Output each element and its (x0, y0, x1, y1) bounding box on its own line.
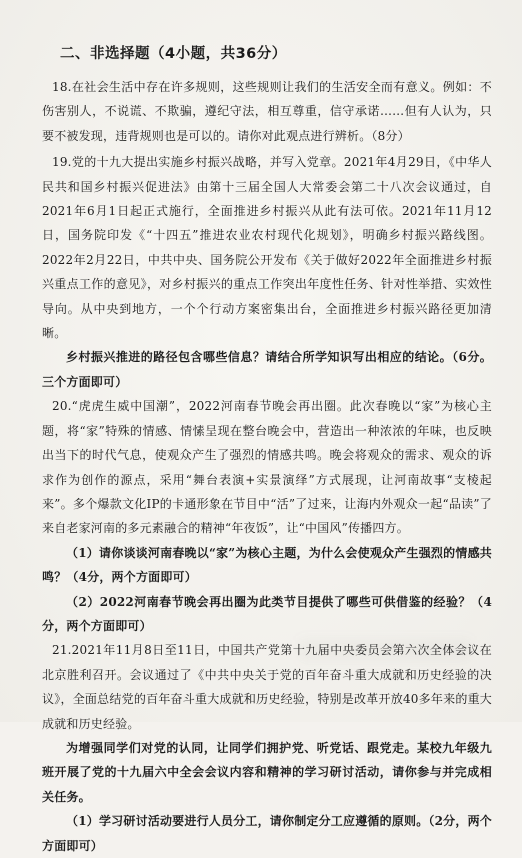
section-title: 二、非选择题（4小题，共36分） (60, 46, 287, 62)
question-21-task: 为增强同学们对党的认同，让同学们拥护党、听党话、跟党走。某校九年级九班开展了党的十九届六中全会会议内容和精神的学习研讨活动，请你参与并完成相关任务。 (42, 740, 492, 804)
question-20-material: 20.“虎虎生威中国潮”，2022河南春节晚会再出圈。此次春晚以“家”为核心主题，将“家”特殊的情感、情愫呈现在整台晚会中，营造出一种浓浓的年味，也反映出当下的时代气息，使观众产生了强烈的情感共鸣。晚会将观众的需求、观众的诉求作为创作的源点，采用“舞台表演+实景演绎”方式展现，让河南故事“支棱起来”。多个爆款文化IP的卡通形象在节目中“活”了过来，让海内外观众一起“品读”了来自老家河南的多元素融合的精神“年夜饭”，让“中国风”传播四方。 (42, 399, 492, 536)
scan-smudge (300, 640, 470, 660)
question-19-prompt: 乡村振兴推进的路径包含哪些信息？请结合所学知识写出相应的结论。（6分。三个方面即可） (42, 350, 492, 389)
question-19-material: 19.党的十九大提出实施乡村振兴战略，并写入党章。2021年4月29日，《中华人民共和国乡村振兴促进法》由第十三届全国人大常委会第二十八次会议通过，自2021年6月1日起正式施行，全面推进乡村振兴从此有法可依。2021年11月12日，国务院印发《“十四五”推进农业农村现代化规划》，明确乡村振兴路线图。2022年2月22日，中共中央、国务院公开发布《关于做好2022年全面推进乡村振兴重点工作的意见》，对乡村振兴的重点工作突出年度性任务、针对性举措、实效性导向。从中央到地方，一个个行动方案密集出台，全面推进乡村振兴路径更加清晰。 (42, 155, 492, 341)
question-21-sub-1: （1）学习研讨活动要进行人员分工，请你制定分工应遵循的原则。（2分，两个方面即可） (42, 814, 492, 853)
question-18: 18.在社会生活中存在许多规则，这些规则让我们的生活安全而有意义。例如：不伤害别人，不说谎、不欺骗，遵纪守法，相互尊重，信守承诺……但有人认为，只要不被发现，违背规则也是可以的。请你对此观点进行辨析。（8分） (42, 80, 492, 143)
question-21-material: 21.2021年11月8日至11日，中国共产党第十九届中央委员会第六次全体会议在北京胜利召开。会议通过了《中共中央关于党的百年奋斗重大成就和历史经验的决议》，全面总结党的百年奋斗重大成就和历史经验，特别是改革开放40多年来的重大成就和历史经验。 (42, 643, 492, 731)
question-20-sub-2: （2）2022河南春节晚会再出圈为此类节目提供了哪些可供借鉴的经验？（4分，两个方面即可） (42, 594, 492, 633)
question-20-sub-1: （1）请你谈谈河南春晚以“家”为核心主题，为什么会使观众产生强烈的情感共鸣？（4分，两个方面即可） (42, 545, 492, 585)
